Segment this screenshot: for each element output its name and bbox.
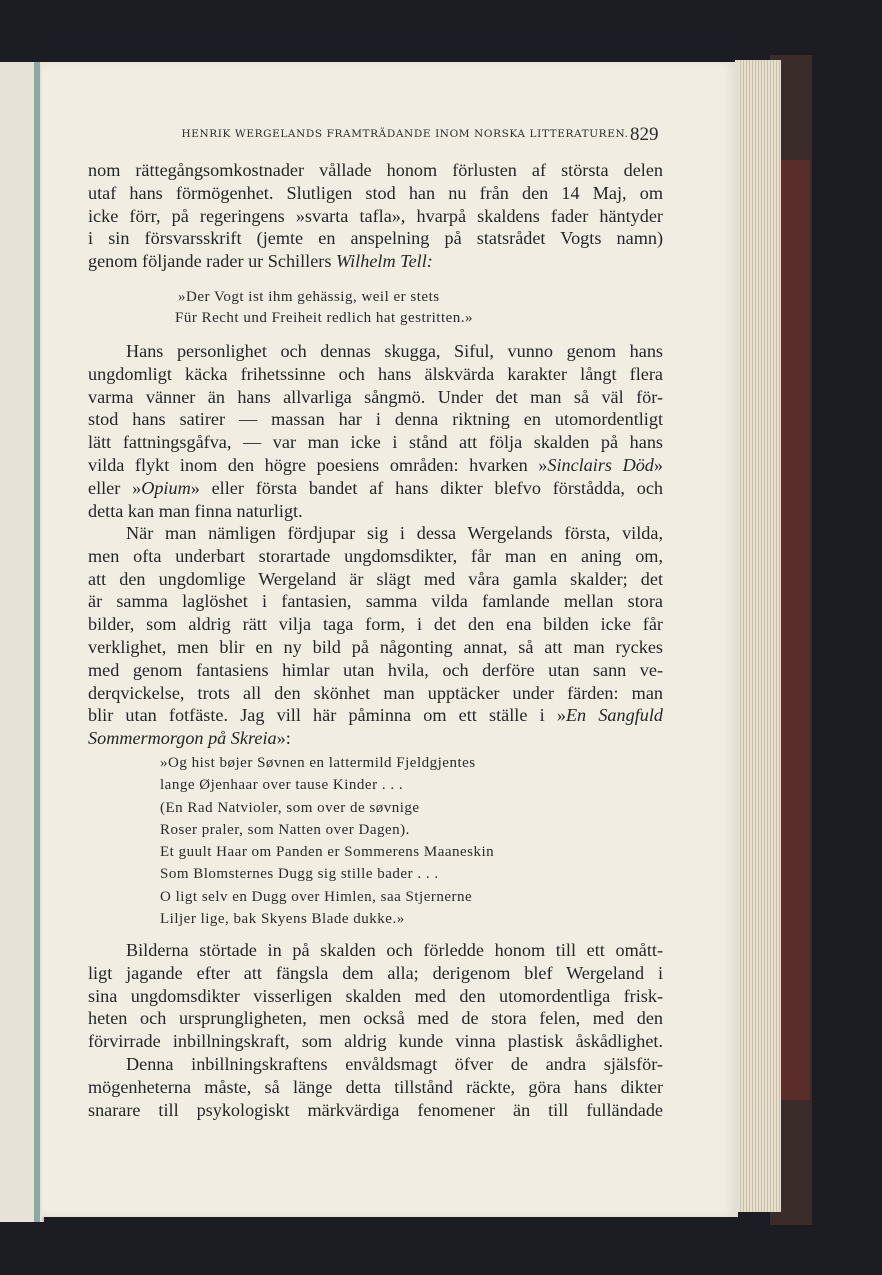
text-line: Bilderna störtade in på skalden och förledde honom till ett omått- — [126, 940, 663, 960]
text-line: stod hans satirer — massan har i denna riktning en utomordentligt — [88, 409, 663, 430]
quote-line: O ligt selv en Dugg over Himlen, saa Stjernerne — [160, 888, 473, 905]
quote-line: Som Blomsternes Dugg sig stille bader . . . — [160, 866, 439, 883]
text-line: nom rättegångsomkostnader vållade honom förlusten af största delen — [88, 160, 663, 180]
text-line: bilder, som aldrig rätt vilja taga form, i det den ena bilden icke får — [88, 614, 663, 635]
quote-line: »Der Vogt ist ihm gehässig, weil er stets — [178, 289, 440, 305]
paragraph-2 — [88, 340, 663, 522]
text-line: verklighet, men blir en ny bild på någonting annat, så att man ryckes — [88, 636, 663, 657]
page-stack-edges — [735, 60, 781, 1212]
text-line: genom följande rader ur Schillers Wilhelm Tell: — [88, 251, 433, 272]
running-head: HENRIK WERGELANDS FRAMTRÄDANDE INOM NORSKA LITTERATUREN. — [181, 128, 629, 140]
quote-line: »Og hist bøjer Søvnen en lattermild Fjeldgjentes — [160, 755, 476, 771]
quote-line: (En Rad Natvioler, som over de søvnige — [160, 799, 420, 816]
text-line: eller »Opium» eller första bandet af hans dikter blefvo förstådda, och — [88, 477, 663, 498]
text-line: lätt fattningsgåfva, — var man icke i stånd att följa skalden på hans — [88, 432, 663, 453]
text-line: blir utan fotfäste. Jag vill här påminna om ett ställe i »En Sangfuld — [88, 705, 663, 726]
text-line: ungdomligt käcka frihetssinne och hans älskvärda karakter långt flera — [88, 363, 663, 384]
text-line: derqvickelse, trots all den skönhet man upptäcker under färden: man — [88, 682, 663, 703]
text-line: Sommermorgon på Skreia»: — [88, 728, 291, 749]
quote-schiller — [175, 287, 474, 329]
quote-line: Roser praler, som Natten over Dagen). — [160, 821, 410, 838]
text-line: i sin försvarsskrift (jemte en anspelning på statsrådet Vogts namn) — [88, 228, 663, 249]
text-line: utaf hans förmögenhet. Slutligen stod han nu från den 14 Maj, om — [88, 182, 663, 203]
text-line: att den ungdomlige Wergeland är slägt med våra gamla skalder; det — [88, 568, 663, 589]
text-line: icke förr, på regeringens »svarta tafla», hvarpå skaldens fader häntyder — [88, 205, 663, 226]
cover-leather-strip — [780, 160, 810, 1100]
text-line: mögenheterna måste, så länge detta tillstånd räckte, göra hans dikter — [88, 1076, 663, 1097]
quote-line: Et guult Haar om Panden er Sommerens Maaneskin — [160, 844, 495, 861]
text-line: snarare till psykologiskt märkvärdiga fenomener än till fulländade — [88, 1099, 663, 1120]
paragraph-3 — [88, 522, 663, 750]
text-line: är samma laglöshet i fantasien, samma vilda famlande mellan stora — [88, 591, 663, 612]
text-line: förvirrade inbillningskraft, som aldrig kunde vinna plastisk åskådlighet. — [88, 1031, 663, 1052]
text-line: men ofta underbart storartade ungdomsdikter, får man en aning om, — [88, 545, 663, 566]
text-line: varma vänner än hans allvarliga sångmö. Under det man så väl för- — [88, 386, 663, 407]
paragraph-1 — [88, 159, 663, 273]
quote-line: lange Øjenhaar over tause Kinder . . . — [160, 777, 404, 794]
text-line: heten och ursprungligheten, men också med de stora felen, med den — [88, 1008, 663, 1029]
text-line: detta kan man finna naturligt. — [88, 500, 303, 521]
text-line: Denna inbillningskraftens envåldsmagt öfver de andra själsför- — [126, 1054, 663, 1074]
quote-line: Liljer lige, bak Skyens Blade dukke.» — [160, 911, 405, 928]
text-line: När man nämligen fördjupar sig i dessa Wergelands första, vilda, — [126, 523, 663, 543]
quote-wergeland — [160, 752, 494, 930]
text-line: vilda flykt inom den högre poesiens områden: hvarken »Sinclairs Död» — [88, 454, 663, 475]
quote-line: Für Recht und Freiheit redlich hat gestritten.» — [175, 310, 474, 326]
page-number: 829 — [630, 124, 659, 145]
book-spine-edge — [34, 62, 40, 1222]
text-line: med genom fantasiens himlar utan hvila, och derföre utan sann ve- — [88, 659, 663, 680]
text-line: Hans personlighet och dennas skugga, Siful, vunno genom hans — [126, 341, 663, 361]
text-line: ligt jagande efter att fängsla dem alla; derigenom blef Wergeland i — [88, 962, 663, 983]
text-line: sina ungdomsdikter visserligen skalden med den utomordentliga frisk- — [88, 985, 663, 1006]
paragraph-4 — [88, 939, 663, 1053]
paragraph-5 — [88, 1053, 663, 1121]
